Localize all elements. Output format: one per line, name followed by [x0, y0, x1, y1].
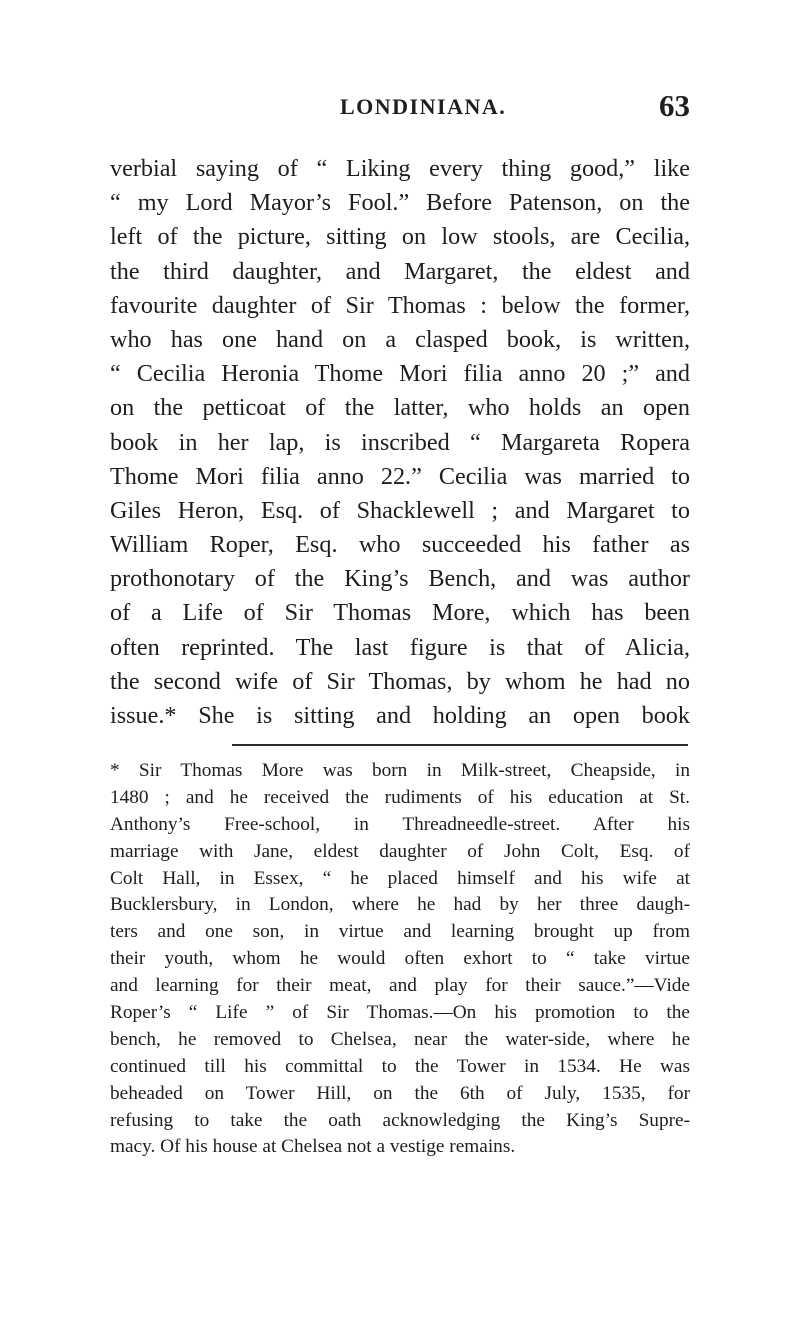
footnote-line: marriage with Jane, eldest daughter of John Colt, Esq. of: [110, 840, 690, 862]
footnote-line: their youth, whom he would often exhort to “ take virtue: [110, 948, 690, 970]
footnote: [110, 758, 690, 1161]
body-line: of a Life of Sir Thomas More, which has been: [110, 599, 690, 627]
footnote-line: macy. Of his house at Chelsea not a vestige remains.: [110, 1136, 516, 1158]
footnote-line: ters and one son, in virtue and learning brought up from: [110, 921, 690, 943]
footnote-line: and learning for their meat, and play for their sauce.”—Vide: [110, 975, 690, 997]
body-line: book in her lap, is inscribed “ Margareta Ropera: [110, 428, 690, 456]
body-line: “ my Lord Mayor’s Fool.” Before Patenson, on the: [110, 189, 690, 217]
body-line: William Roper, Esq. who succeeded his father as: [110, 531, 690, 559]
footnote-line: beheaded on Tower Hill, on the 6th of July, 1535, for: [110, 1082, 690, 1104]
page-header: [110, 88, 690, 128]
footnote-line: bench, he removed to Chelsea, near the water-side, where he: [110, 1028, 690, 1050]
body-line: left of the picture, sitting on low stools, are Cecilia,: [110, 223, 690, 251]
body-line: Thome Mori filia anno 22.” Cecilia was married to: [110, 462, 690, 490]
body-line: prothonotary of the King’s Bench, and was author: [110, 565, 690, 593]
body-line: favourite daughter of Sir Thomas : below the former,: [110, 291, 690, 319]
body-text: [110, 152, 690, 733]
body-line: the second wife of Sir Thomas, by whom he had no: [110, 667, 690, 695]
footnote-line: continued till his committal to the Tower in 1534. He was: [110, 1055, 690, 1077]
running-title: LONDINIANA.: [340, 94, 507, 119]
body-line: “ Cecilia Heronia Thome Mori filia anno 20 ;” and: [110, 360, 690, 388]
footnote-line: * Sir Thomas More was born in Milk-street, Cheapside, in: [110, 760, 690, 781]
body-line: often reprinted. The last figure is that of Alicia,: [110, 633, 690, 661]
footnote-divider: [232, 744, 688, 746]
body-line: on the petticoat of the latter, who holds an open: [110, 394, 690, 422]
footnote-line: refusing to take the oath acknowledging the King’s Supre-: [110, 1109, 690, 1131]
footnote-line: Colt Hall, in Essex, “ he placed himself and his wife at: [110, 867, 690, 889]
footnote-line: Roper’s “ Life ” of Sir Thomas.—On his promotion to the: [110, 1002, 690, 1024]
body-line: Giles Heron, Esq. of Shacklewell ; and Margaret to: [110, 496, 690, 524]
page-number: 63: [659, 88, 690, 123]
footnote-line: 1480 ; and he received the rudiments of his education at St.: [110, 786, 690, 808]
footnote-line: Bucklersbury, in London, where he had by her three daugh-: [110, 894, 690, 916]
body-line: the third daughter, and Margaret, the eldest and: [110, 257, 690, 285]
body-line: issue.* She is sitting and holding an open book: [110, 702, 690, 729]
body-line: verbial saying of “ Liking every thing good,” like: [110, 155, 690, 182]
footnote-line: Anthony’s Free-school, in Threadneedle-street. After his: [110, 813, 690, 835]
body-line: who has one hand on a clasped book, is written,: [110, 325, 690, 353]
